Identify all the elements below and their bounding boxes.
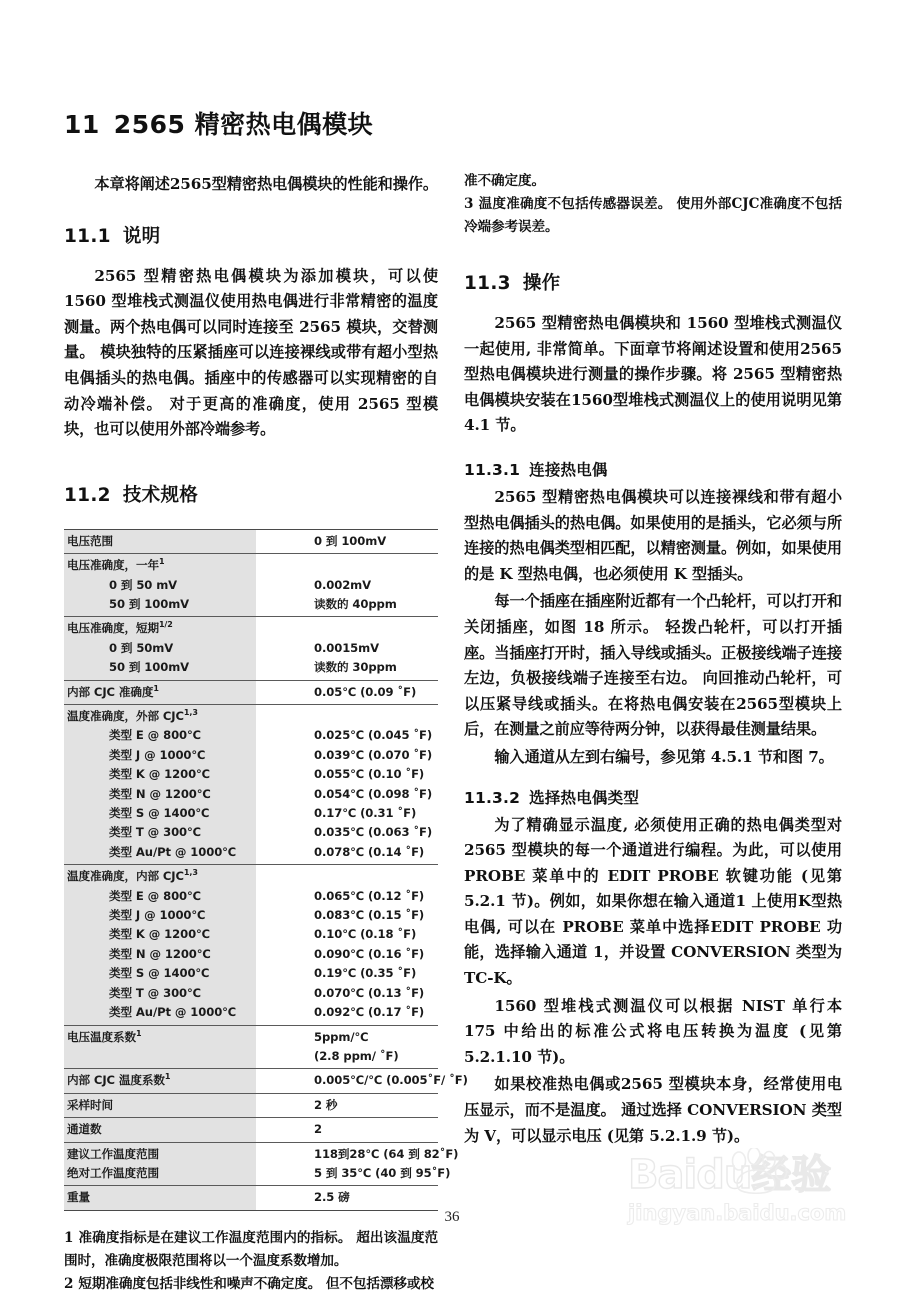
table-sublabel-text: 类型 S @ 1400℃ [109, 806, 210, 821]
table-sublabel-text: 类型 N @ 1200℃ [109, 946, 211, 961]
table-label-text: 电压温度系数$^1$ [67, 1028, 142, 1044]
table-row [64, 1118, 438, 1142]
table-sublabel-text: 类型 E @ 800℃ [109, 888, 201, 903]
table-label-text: 电压准确度，一年$^1$ [67, 557, 165, 573]
table-label-text: 电压准确度，短期$^{1/2}$ [67, 620, 173, 636]
table-sublabel-text: 50 到 100mV [109, 660, 190, 675]
table-sublabel-text: 类型 T @ 300℃ [109, 825, 201, 840]
table-label-text: 内部 CJC 准确度$^1$ [67, 683, 159, 699]
table-value-text: 读数的 30ppm [314, 660, 397, 675]
footnote-1-text: 准确度指标是在建议工作温度范围内的指标。 超出该温度范围时，准确度极限范围将以一个温度系数增加。 [64, 1229, 438, 1269]
table-sublabel-text: 50 到 100mV [109, 596, 190, 611]
section-11-1-heading [64, 224, 438, 250]
table-value-text: 0.17℃ (0.31 ˚F) [314, 806, 417, 821]
section-11-3-paragraph: 2565 型精密热电偶模块和 1560 型堆栈式测温仪一起使用, 非常简单。下面章节将阐述设置和使用2565 型热电偶模块进行测量的操作步骤。将 2565 型精密热电偶模块安装在1560型堆栈式测温仪上的使用说明见第 4.1 节。 [464, 314, 842, 435]
table-value-text: 0.19℃ (0.35 ˚F) [314, 966, 417, 981]
table-value-text: 0.090℃ (0.16 ˚F) [314, 946, 425, 961]
table-value-text: 2 秒 [314, 1097, 338, 1112]
section-11-3-1-number: 11.3.1 [464, 460, 521, 479]
table-label-text: 采样时间 [67, 1097, 113, 1112]
table-cell-label [64, 1093, 256, 1117]
table-sublabel-text: 类型 K @ 1200℃ [109, 927, 210, 942]
section-11-3-2-paragraph-3: 如果校准热电偶或2565 型模块本身，经常使用电压显示，而不是温度。 通过选择 CONVERSION 类型为 V，可以显示电压 (见第 5.2.1.9 节)。 [464, 1075, 842, 1145]
table-value-text [314, 707, 438, 726]
table-value-text: 5ppm/℃ [314, 1029, 369, 1044]
footnote-3 [464, 193, 842, 239]
footnote-1 [64, 1227, 438, 1273]
table-value-text: 0.083℃ (0.15 ˚F) [314, 908, 425, 923]
table-value-text: 0.065℃ (0.12 ˚F) [314, 888, 425, 903]
table-cell-value [256, 1186, 438, 1210]
table-value-text: 0.078℃ (0.14 ˚F) [314, 844, 425, 859]
table-footnotes [64, 1227, 438, 1296]
section-11-3-1-paragraph-2: 每一个插座在插座附近都有一个凸轮杆，可以打开和关闭插座，如图 18 所示。 轻拨凸轮杆，可以打开插座。当插座打开时，插入导线或插头。正极接线端子连接左边，负极接线端子连接至右边。 向回推动凸轮杆，可以压紧导线或插头。在将热电偶安装在2565型模块上后，在测量之前应等待两分钟，以获得最佳测量结果。 [464, 592, 842, 739]
table-sublabel-text: 类型 J @ 1000℃ [109, 747, 206, 762]
table-value-text [314, 619, 438, 638]
table-cell-value [256, 705, 438, 865]
table-label-text: 通道数 [67, 1122, 102, 1137]
table-value-text: 2 [314, 1122, 322, 1137]
footnote-1-number: 1 [64, 1229, 74, 1246]
table-value-text: 读数的 40ppm [314, 596, 397, 611]
footnote-marker: 1,3 [183, 708, 198, 718]
table-row [64, 554, 438, 617]
table-cell-value [256, 1142, 459, 1186]
section-11-1-paragraph: 2565 型精密热电偶模块为添加模块，可以使1560 型堆栈式测温仪使用热电偶进行非常精密的温度测量。两个热电偶可以同时连接至 2565 模块，交替测量。 模块独特的压紧插座可以连接裸线或带有超小型热电偶插头的热电偶。插座中的传感器可以实现精密的自动冷端补偿。 对于更高的准确度，使用 2565 型模块，也可以使用外部冷端参考。 [64, 266, 438, 439]
table-value-text: 0.0015mV [314, 640, 379, 655]
table-label-text: 建议工作温度范围 [67, 1146, 159, 1161]
table-cell-label [64, 617, 256, 680]
chapter-heading [64, 108, 438, 142]
table-value-text: 0.05℃ (0.09 ˚F) [314, 684, 417, 699]
table-row [64, 1093, 438, 1117]
table-value-text [314, 556, 438, 575]
specifications-table [64, 529, 468, 1211]
table-cell-value [256, 554, 438, 617]
table-cell-label [64, 705, 256, 865]
footnote-3-text: 温度准确度不包括传感器误差。 使用外部CJC准确度不包括冷端参考误差。 [464, 196, 842, 235]
footnote-marker: 1 [135, 1028, 142, 1038]
table-row [64, 617, 438, 680]
section-11-3-2-number: 11.3.2 [464, 788, 521, 807]
section-11-2-title: 技术规格 [122, 484, 199, 506]
table-value-text: 0.070℃ (0.13 ˚F) [314, 985, 425, 1000]
section-11-3-1-paragraph-1: 2565 型精密热电偶模块可以连接裸线和带有超小型热电偶插头的热电偶。如果使用的是插头，它必须与所连接的热电偶类型相匹配，以精密测量。例如，如果使用的是 K 型热电偶，也必须使用 K 型插头。 [464, 487, 842, 583]
table-value-text: 0.005℃/℃ (0.005˚F/ ˚F) [314, 1073, 468, 1088]
footnote-marker: 1 [164, 1072, 171, 1082]
section-11-3-2-paragraph-2: 1560 型堆栈式测温仪可以根据 NIST 单行本 175 中给出的标准公式将电压转换为温度 (见第 5.2.1.10 节)。 [464, 996, 842, 1066]
section-11-2-heading [64, 483, 438, 509]
section-11-3-heading [464, 271, 842, 297]
footnote-2-number: 2 [64, 1275, 74, 1292]
watermark-url: jingyan.baidu.com [628, 1201, 847, 1225]
footnote-marker: 1 [158, 557, 165, 567]
table-sublabel-text: 0 到 50mV [109, 640, 174, 655]
footnote-3-number: 3 [464, 196, 474, 212]
table-value-text: (2.8 ppm/ ˚F) [314, 1048, 399, 1063]
table-value-text: 0.055℃ (0.10 ˚F) [314, 767, 425, 782]
table-sublabel-text: 类型 S @ 1400℃ [109, 966, 210, 981]
section-11-3-title: 操作 [522, 273, 561, 294]
table-value-text: 0 到 100mV [314, 533, 387, 548]
table-cell-value [256, 1118, 438, 1142]
table-label-text: 电压范围 [67, 533, 113, 548]
table-cell-value [256, 529, 438, 553]
table-cell-value [256, 1025, 438, 1069]
table-value-text [314, 867, 438, 886]
footnote-marker: 1 [153, 683, 159, 693]
table-sublabel-text: 类型 N @ 1200℃ [109, 786, 211, 801]
table-label-text: 绝对工作温度范围 [67, 1165, 159, 1180]
table-row [64, 1142, 438, 1186]
table-cell-label [64, 1186, 256, 1210]
table-cell-label [64, 529, 256, 553]
section-11-3-2-title: 选择热电偶类型 [529, 788, 640, 807]
watermark-brand: Baidu [628, 1152, 752, 1198]
table-cell-label [64, 680, 256, 704]
table-cell-value [256, 1093, 438, 1117]
section-11-3-1-heading [464, 459, 842, 481]
section-11-3-number: 11.3 [464, 273, 511, 294]
specifications-table-body [64, 529, 468, 1210]
section-11-3-1-paragraph-3: 输入通道从左到右编号，参见第 4.5.1 节和图 7。 [494, 747, 834, 766]
table-row [64, 705, 438, 865]
watermark-brand-line [628, 1152, 890, 1198]
table-value-text: 5 到 35℃ (40 到 95˚F) [314, 1165, 451, 1180]
table-sublabel-text: 类型 E @ 800℃ [109, 728, 201, 743]
table-sublabel-text: 0 到 50 mV [109, 577, 178, 592]
right-column [464, 170, 842, 1151]
table-label-text: 温度准确度，内部 CJC$^{1,3}$ [67, 868, 198, 884]
footnote-2 [64, 1273, 438, 1296]
table-value-text: 0.035℃ (0.063 ˚F) [314, 825, 433, 840]
chapter-number: 11 [64, 110, 100, 139]
table-cell-value [256, 680, 438, 704]
table-cell-label [64, 865, 256, 1025]
table-row [64, 1025, 438, 1069]
table-sublabel-text: 类型 K @ 1200℃ [109, 767, 210, 782]
watermark-brand-cn: 经验 [751, 1152, 832, 1198]
table-cell-label [64, 1118, 256, 1142]
table-value-text: 0.054℃ (0.098 ˚F) [314, 786, 433, 801]
table-label-text: 内部 CJC 温度系数$^1$ [67, 1072, 171, 1088]
table-cell-label [64, 1142, 256, 1186]
section-11-3-2-paragraph-1: 为了精确显示温度, 必须使用正确的热电偶类型对 2565 型模块的每一个通道进行编程。为此，可以使用 PROBE 菜单中的 EDIT PROBE 软键功能 (见第5.2.1 节)。例如，如果你想在输入通道1 上使用K型热电偶, 可以在 PROBE 菜单中选择EDIT PROBE 功能，选择输入通道 1，并设置 CONVERSION 类型为 TC-K。 [464, 815, 842, 988]
table-value-text: 118到28℃ (64 到 82˚F) [314, 1146, 459, 1161]
table-cell-label [64, 1069, 256, 1093]
baidu-watermark [628, 1152, 890, 1244]
section-11-1-number: 11.1 [64, 225, 111, 247]
table-sublabel-text: 类型 T @ 300℃ [109, 985, 201, 1000]
table-row [64, 1186, 438, 1210]
table-row [64, 1069, 438, 1093]
chapter-title: 2565 精密热电偶模块 [113, 110, 374, 139]
table-cell-label [64, 554, 256, 617]
table-label-text: 重量 [67, 1190, 90, 1205]
paw-print-icon [726, 1148, 788, 1194]
footnote-marker: 1,3 [183, 868, 198, 878]
table-row [64, 680, 438, 704]
table-sublabel-text: 类型 Au/Pt @ 1000℃ [109, 1005, 237, 1020]
table-cell-value [256, 617, 438, 680]
table-row [64, 529, 438, 553]
footnote-2-text: 短期准确度包括非线性和噪声不确定度。 但不包括漂移或校 [78, 1275, 434, 1292]
table-cell-value [256, 865, 438, 1025]
table-row [64, 865, 438, 1025]
table-value-text: 0.039℃ (0.070 ˚F) [314, 747, 433, 762]
table-value-text: 0.002mV [314, 577, 372, 592]
page-number: 36 [444, 1209, 460, 1225]
table-sublabel-text: 类型 J @ 1000℃ [109, 908, 206, 923]
table-cell-label [64, 1025, 256, 1069]
section-11-2-number: 11.2 [64, 484, 111, 506]
chapter-intro-paragraph: 本章将阐述2565型精密热电偶模块的性能和操作。 [94, 175, 439, 193]
section-11-1-title: 说明 [122, 225, 161, 247]
table-value-text: 0.092℃ (0.17 ˚F) [314, 1005, 425, 1020]
table-sublabel-text: 类型 Au/Pt @ 1000℃ [109, 844, 237, 859]
table-label-text: 温度准确度，外部 CJC$^{1,3}$ [67, 708, 198, 723]
table-value-text: 2.5 磅 [314, 1190, 350, 1205]
table-cell-value [256, 1069, 468, 1093]
footnote-marker: 1/2 [158, 620, 173, 630]
footnote-2-continuation: 准不确定度。 [464, 173, 545, 189]
table-value-text: 0.10℃ (0.18 ˚F) [314, 927, 417, 942]
section-11-3-2-heading [464, 787, 842, 809]
table-value-text: 0.025℃ (0.045 ˚F) [314, 728, 433, 743]
section-11-3-1-title: 连接热电偶 [529, 460, 608, 479]
